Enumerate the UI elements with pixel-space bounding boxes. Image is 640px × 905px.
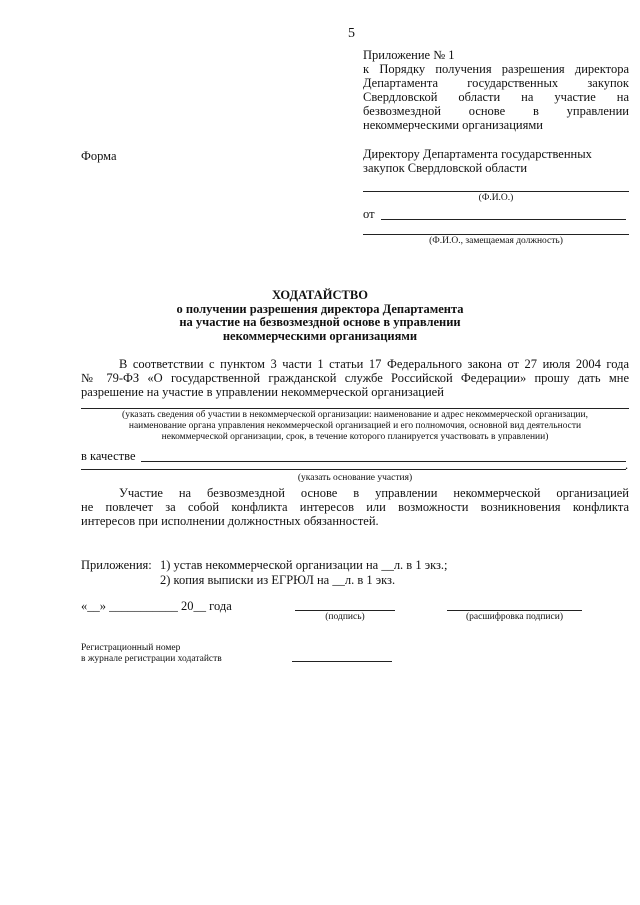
fio-line: [363, 191, 629, 192]
paragraph-line: № 79-ФЗ «О государственной гражданской службе Российской Федерации» прошу дать мне: [81, 371, 629, 385]
capacity-end: .: [625, 458, 629, 472]
paragraph-line: не повлечет за собой конфликта интересов или возможности возникновения конфликта: [81, 500, 629, 514]
paragraph-line: интересов при исполнении должностных обязанностей.: [81, 514, 379, 528]
details-hint: [81, 410, 629, 443]
addressee-line: Директору Департамента государственных: [363, 147, 592, 161]
basis-caption: (указать основание участия): [297, 473, 413, 483]
registration-line-field: [292, 661, 392, 662]
registration-block: [81, 643, 301, 665]
attachment-item: 2) копия выписки из ЕГРЮЛ на __л. в 1 экз.: [160, 573, 396, 587]
fio-caption: (Ф.И.О.): [478, 193, 514, 203]
capacity-label: в качестве: [81, 449, 136, 463]
from-line: [381, 219, 626, 220]
form-label: Форма: [81, 149, 117, 163]
capacity-line-2: [81, 469, 626, 470]
fio-position-caption: (Ф.И.О., замещаемая должность): [429, 236, 563, 246]
hint-line: некоммерческой организации, срок, в течение которого планируется участвовать в управлении): [161, 432, 549, 442]
appendix-line: к Порядку получения разрешения директора: [363, 62, 629, 76]
signature-line: [295, 610, 395, 611]
appendix-block: [363, 48, 629, 132]
page-number: 5: [348, 26, 355, 41]
addressee-line: закупок Свердловской области: [363, 161, 528, 175]
attachments-label: Приложения:: [81, 558, 152, 572]
position-line: [363, 234, 629, 235]
paragraph-line: В соответствии с пунктом 3 части 1 статьи 17 Федерального закона от 27 июля 2004 года: [119, 357, 629, 371]
request-paragraph: [81, 357, 629, 399]
appendix-line: безвозмездной основе в управлении: [363, 104, 629, 118]
heading-line: о получении разрешения директора Департамента: [176, 301, 464, 316]
heading-title: ХОДАТАЙСТВО: [272, 288, 368, 302]
appendix-line: Департамента государственных закупок: [363, 76, 629, 90]
heading-line: на участие на безвозмездной основе в управлении: [179, 315, 461, 329]
heading-line: некоммерческими организациями: [222, 328, 418, 343]
details-line: [81, 408, 629, 409]
date-field: «__» ___________ 20__ года: [81, 599, 232, 613]
hint-line: (указать сведения об участии в некоммерческой организации: наименование и адрес некоммерческой организации,: [122, 410, 588, 420]
petition-heading: [90, 289, 550, 343]
addressee-block: [363, 147, 629, 175]
signature-caption: (подпись): [325, 612, 365, 622]
appendix-title: Приложение № 1: [363, 48, 455, 62]
appendix-line: Свердловской области на участие на: [363, 90, 629, 104]
attachment-item: 1) устав некоммерческой организации на __л. в 1 экз.;: [160, 558, 448, 572]
hint-line: наименование органа управления некоммерческой организацией и его полномочия, основной вид деятельности: [128, 421, 582, 431]
registration-line: Регистрационный номер: [81, 643, 181, 653]
paragraph-line: Участие на безвозмездной основе в управлении некоммерческой организацией: [119, 486, 629, 500]
decode-line: [447, 610, 582, 611]
registration-line: в журнале регистрации ходатайств: [81, 654, 222, 664]
from-label: от: [363, 207, 375, 221]
decode-caption: (расшифровка подписи): [466, 612, 563, 622]
conflict-paragraph: [81, 486, 629, 528]
appendix-line: некоммерческими организациями: [363, 118, 543, 132]
paragraph-line: разрешение на участие в управлении некоммерческой организацией: [81, 385, 444, 399]
capacity-line: [141, 461, 626, 462]
